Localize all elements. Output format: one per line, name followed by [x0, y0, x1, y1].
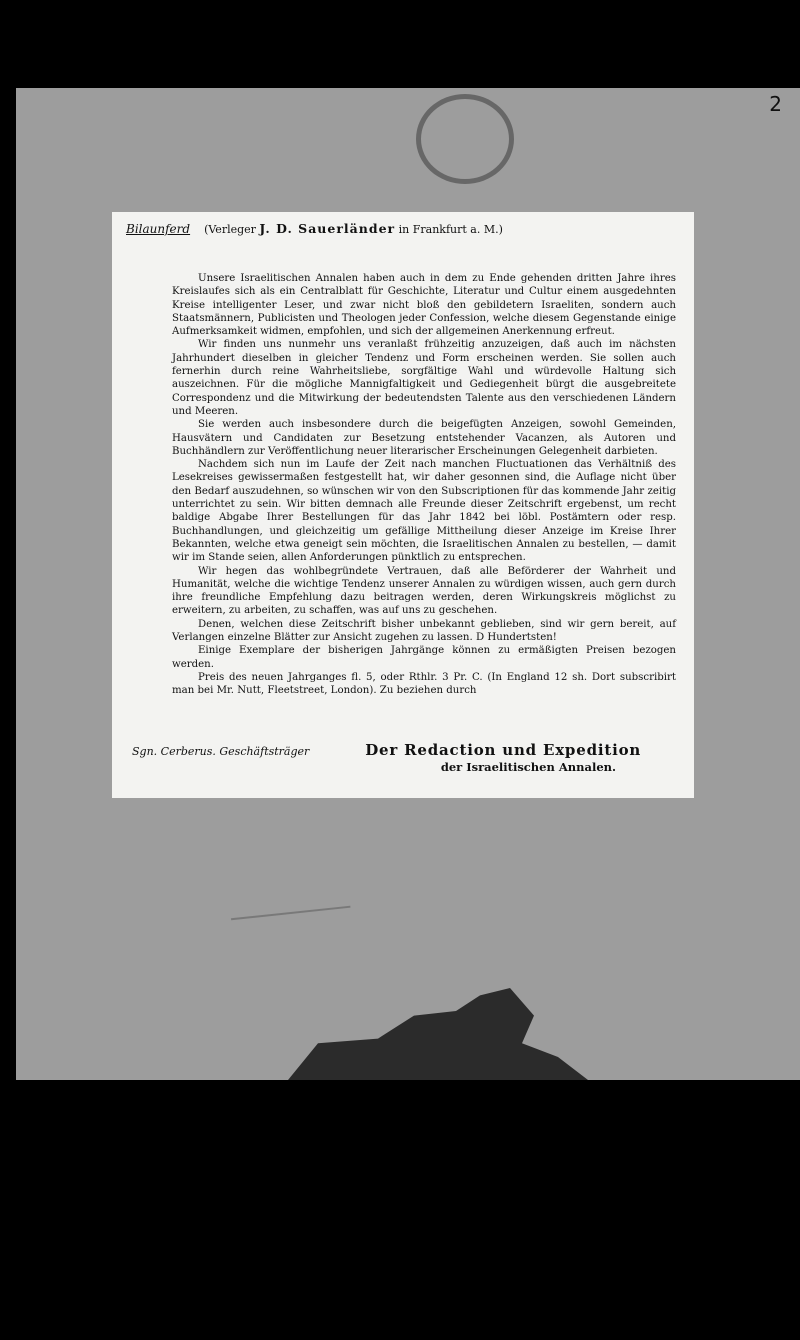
paragraph-1: Unsere Israelitischen Annalen haben auch in dem zu Ende gehenden dritten Jahre ihres Kreislaufes sich als ein Centralblatt für Geschichte, Literatur und Cultur einem ausgedehnten Kreise intelligenter Leser, und zwar nicht bloß den gebildetern Israeliten, sondern auch Staatsmännern, Publicisten und Theologen jeder Confession, welche diesem Gegenstande einige Aufmerksamkeit widmen, empfohlen, und sich der allgemeinen Anerkennung erfreut. [172, 273, 676, 338]
signature-line-1: Der Redaction und Expedition [365, 741, 642, 759]
handwritten-place: Bilaunferd [126, 222, 191, 236]
paragraph-3: Sie werden auch insbesondere durch die beigefügten Anzeigen, sowohl Gemeinden, Hausvätern und Candidaten zur Besetzung entstehender Vacanzen, als Autoren und Buchhändlern zur Veröffentlichung neuer literarischer Erscheinungen Gelegenheit darbieten. [172, 419, 676, 457]
notice-header [126, 222, 682, 236]
paragraph-4: Nachdem sich nun im Laufe der Zeit nach manchen Fluctuationen das Verhältniß des Lesekreises gewissermaßen festgestellt hat, wir daher gesonnen sind, die Auflage nicht über den Bedarf auszudehnen, so wünschen wir von den Subscriptionen für das kommende Jahr zeitig unterrichtet zu sein. Wir bitten demnach alle Freunde dieser Zeitschrift ergebenst, um recht baldige Abgabe Ihrer Bestellungen für das Jahr 1842 bei löbl. Postämtern oder resp. Buchhandlungen, und gleichzeitig um gefällige Mittheilung dieser Anzeige im Kreise Ihrer Bekannten, welche etwa geneigt sein möchten, die Israelitischen Annalen zu bestellen, — damit wir im Stande seien, allen Anforderungen pünktlich zu entsprechen. [172, 459, 676, 564]
notice-body [172, 272, 676, 698]
publisher-name: J. D. Sauerländer [259, 221, 396, 236]
paragraph-5: Wir hegen das wohlbegründete Vertrauen, daß alle Beförderer der Wahrheit und Humanität, welche die wichtige Tendenz unserer Annalen zu würdigen wissen, auch gern durch ihre freundliche Empfehlung dazu beitragen werden, deren Wirkungskreis möglichst zu erweitern, zu arbeiten, zu schaffen, was auf uns zu geschehen. [172, 565, 676, 617]
page-number: 2 [769, 92, 782, 116]
paragraph-7: Einige Exemplare der bisherigen Jahrgänge können zu ermäßigten Preisen bezogen werden. [172, 645, 676, 670]
signature-line-2: der Israelitischen Annalen. [440, 760, 616, 775]
paragraph-2: Wir finden uns nunmehr uns veranlaßt frühzeitig anzuzeigen, daß auch im nächsten Jahrhundert dieselben in gleicher Tendenz und Form erscheinen werden. Sie sollen auch fernerhin durch reine Wahrheitsliebe, sorgfältige Wahl und würdevolle Haltung sich auszeichnen. Für die mögliche Mannigfaltigkeit und Gediegenheit bürgt die ausgebreitete Correspondenz und die Mitwirkung der bedeutendsten Talente aus den verschiedenen Ländern und Meeren. [172, 339, 676, 417]
header-text-after: in Frankfurt a. M.) [398, 223, 503, 236]
paragraph-6: Denen, welchen diese Zeitschrift bisher unbekannt geblieben, sind wir gern bereit, auf Verlangen einzelne Blätter zur Ansicht zugehen zu lassen. D Hundertsten! [172, 618, 676, 644]
handwritten-signature: Sgn. Cerberus. Geschäftsträger [132, 745, 310, 758]
signature-block [132, 741, 644, 775]
header-text-before: (Verleger [204, 223, 256, 236]
price-line: Preis des neuen Jahrganges fl. 5, oder Rthlr. 3 Pr. C. (In England 12 sh. Dort subscribirt man bei Mr. Nutt, Fleetstreet, London). Zu beziehen durch [172, 671, 676, 697]
pencil-scribble [229, 892, 350, 920]
stamp-mark [416, 94, 514, 184]
damage-stain [288, 988, 588, 1080]
printed-notice [112, 212, 694, 798]
